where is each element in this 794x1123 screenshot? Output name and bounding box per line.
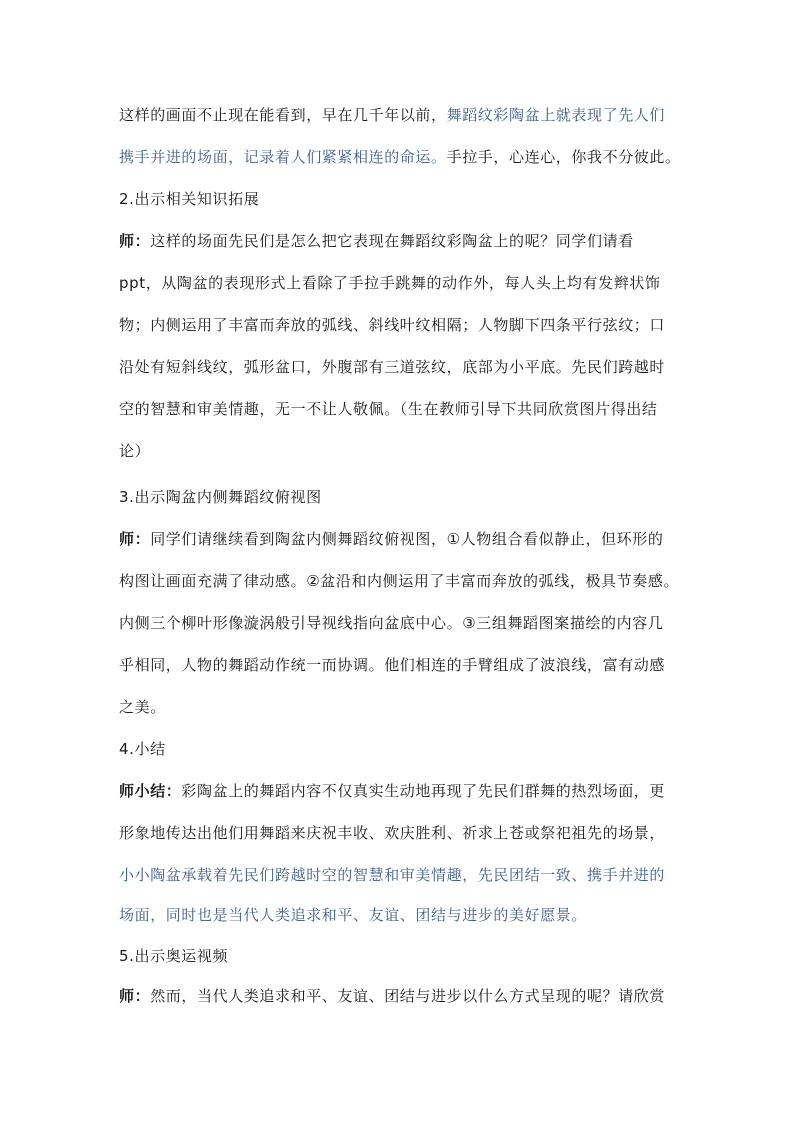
text-segment: ppt，从陶盆的表现形式上看除了手拉手跳舞的动作外，每人头上均有发辫状饰	[119, 274, 661, 292]
text-line	[119, 823, 679, 843]
text-segment: 5.出示奥运视频	[119, 947, 229, 965]
text-segment: 这样的画面不止现在能看到，早在几千年以前，	[119, 106, 447, 124]
text-segment: 之美。	[119, 698, 166, 716]
text-segment: 同学们请继续看到陶盆内侧舞蹈纹俯视图，①人物组合看似静止，但环形的	[150, 530, 664, 548]
text-line	[119, 315, 679, 335]
text-line	[119, 739, 679, 759]
text-line	[119, 399, 679, 419]
text-segment: 内侧三个柳叶形像漩涡般引导视线指向盆底中心。③三组舞蹈图案描绘的内容几	[119, 614, 664, 632]
text-line	[119, 655, 679, 675]
text-segment: 携手并进的场面，记录着人们紧紧相连的命运。	[119, 148, 447, 166]
text-segment: 舞蹈纹彩陶盆上就表现了先人们	[446, 106, 666, 124]
text-line	[119, 781, 679, 801]
text-line	[119, 697, 679, 717]
text-segment: 这样的场面先民们是怎么把它表现在舞蹈纹彩陶盆上的呢？同学们请看	[150, 232, 634, 250]
text-line	[119, 986, 679, 1006]
text-line	[119, 571, 679, 591]
speaker-label: 师：	[119, 987, 151, 1005]
text-segment: 沿处有短斜线纹，弧形盆口，外腹部有三道弦纹，底部为小平底。先民们跨越时	[119, 358, 666, 376]
text-segment: 彩陶盆上的舞蹈内容不仅真实生动地再现了先民们群舞的热烈场面，更	[181, 782, 666, 800]
text-line	[119, 946, 679, 966]
text-line	[119, 487, 679, 507]
text-segment: 2.出示相关知识拓展	[119, 190, 260, 208]
text-line	[119, 189, 679, 209]
text-segment: 然而，当代人类追求和平、友谊、团结与进步以什么方式呈现的呢？请欣赏	[150, 987, 666, 1005]
text-segment: 场面，同时也是当代人类追求和平、友谊、团结与进步的美好愿景。	[119, 906, 588, 924]
text-line	[119, 147, 679, 167]
text-line	[119, 357, 679, 377]
text-segment: 4.小结	[119, 740, 166, 758]
text-segment: 手拉手，心连心，你我不分彼此。	[446, 148, 681, 166]
text-line	[119, 613, 679, 633]
text-line	[119, 905, 679, 925]
text-segment: 构图让画面充满了律动感。②盆沿和内侧运用了丰富而奔放的弧线，极具节奏感。	[119, 572, 680, 590]
text-line	[119, 105, 679, 125]
text-line	[119, 273, 679, 293]
text-line	[119, 231, 679, 251]
speaker-label: 师：	[119, 530, 151, 548]
text-segment: 小小陶盆承载着先民们跨越时空的智慧和审美情趣，先民团结一致、携手并进的	[119, 866, 666, 884]
text-segment: 形象地传达出他们用舞蹈来庆祝丰收、欢庆胜利、祈求上苍或祭祀祖先的场景，	[119, 824, 666, 842]
text-segment: 物；内侧运用了丰富而奔放的弧线、斜线叶纹相隔；人物脚下四条平行弦纹；口	[119, 316, 666, 334]
text-line	[119, 865, 679, 885]
text-segment: 空的智慧和审美情趣，无一不让人敬佩。（生在教师引导下共同欣赏图片得出结	[119, 400, 658, 418]
text-segment: 论）	[119, 442, 151, 460]
text-line	[119, 441, 679, 461]
speaker-label: 师小结：	[119, 782, 182, 800]
speaker-label: 师：	[119, 232, 151, 250]
text-segment: 3.出示陶盆内侧舞蹈纹俯视图	[119, 488, 322, 506]
text-line	[119, 529, 679, 549]
text-segment: 乎相同，人物的舞蹈动作统一而协调。他们相连的手臂组成了波浪线，富有动感	[119, 656, 666, 674]
